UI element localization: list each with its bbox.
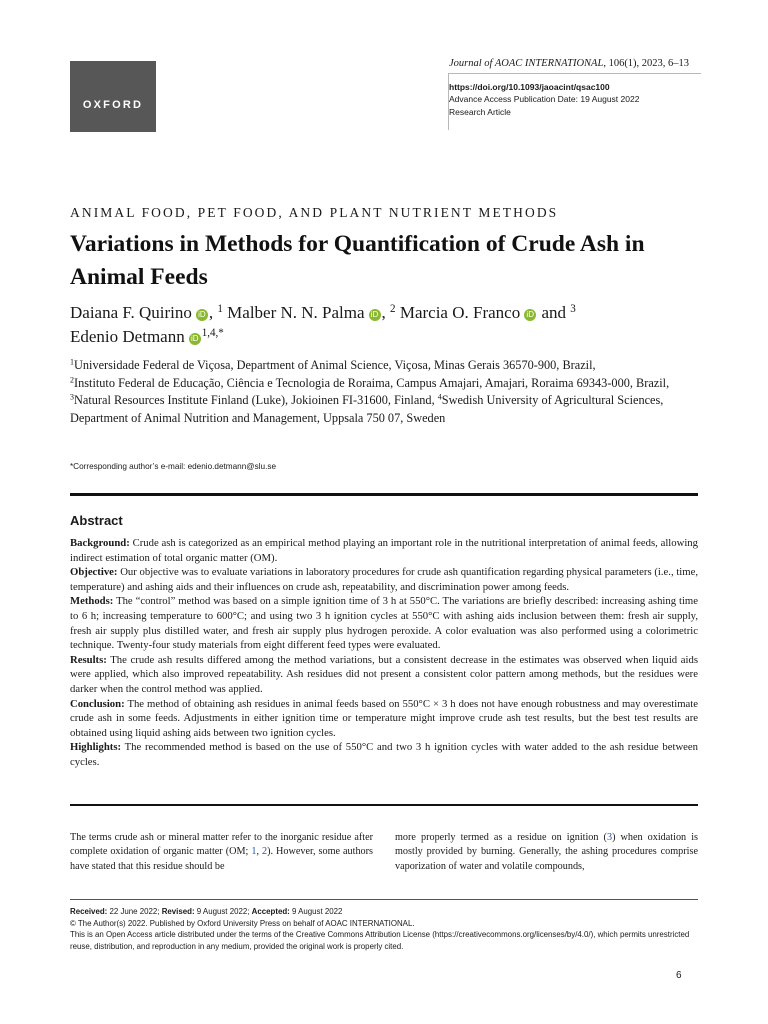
meta-divider	[449, 73, 701, 74]
journal-citation	[449, 58, 711, 71]
meta-vertical-divider	[448, 73, 449, 130]
abstract-objective: Objective: Our objective was to evaluate variations in laboratory procedures for crude ash quantification regarding physical parameters (i.e., time, temperature) and ashing aids and their influences on crude ash, repeatability, and discrimination power among feeds.	[70, 566, 698, 593]
oxford-logo	[70, 61, 156, 132]
history-dates: Received: 22 June 2022; Revised: 9 August 2022; Accepted: 9 August 2022	[70, 907, 343, 916]
author[interactable]: Daiana F. Quirino iD	[70, 303, 209, 322]
article-type: Research Article	[449, 106, 511, 117]
author-affiliation-mark: 1	[217, 302, 223, 315]
author-affiliation-mark: 1,4,*	[201, 326, 224, 339]
oxford-logo-text: OXFORD	[82, 98, 144, 111]
article-title: Variations in Methods for Quantification of Crude Ash in Animal Feeds	[70, 231, 645, 290]
author[interactable]: Malber N. N. Palma iD	[227, 303, 381, 322]
abstract-methods: Methods: The “control” method was based on a simple ignition time of 3 h at 550°C. The variations are briefly described: increasing ashing time to 6 h; increasing temperature to 600°C; and using two 3 h ignition cycles at 550°C with ashing aids inclusion between them: fresh air supply, fresh air supply plus distilled water, and fresh air supply plus hydrogen peroxide. A color evaluation was also performed using a colorimetric technique. Twenty-four study materials from eight different feed types were evaluated.	[70, 595, 698, 652]
reference-link[interactable]: 3	[606, 832, 613, 843]
abstract-heading: Abstract	[70, 513, 123, 528]
abstract-results: Results: The crude ash results differed among the method variations, but a consistent decrease in the estimates was observed when liquid aids were applied, which also improved repeatability. Ash residues did not present a consistent color pattern among methods, but the residues were darker when the control method was applied.	[70, 653, 698, 695]
body-column-right: more properly termed as a residue on ignition (3) when oxidation is mostly provided by burning. Generally, the ashing procedures comprise vaporization of water and volatile compounds,	[395, 832, 698, 872]
section-heading: ANIMAL FOOD, PET FOOD, AND PLANT NUTRIENT METHODS	[70, 205, 559, 220]
abstract-background: Background: Crude ash is categorized as an empirical method playing an important role in the nutritional interpretation of animal feeds, allowing indirect estimation of total organic matter (OM).	[70, 537, 698, 564]
abstract-conclusion: Conclusion: The method of obtaining ash residues in animal feeds based on 550°C × 3 h does not have enough robustness and may overestimate crude ash in some feeds. Adjustments in either ignition time or temperature might improve crude ash test results, but the best test results are obtained using liquid ashing aids between two ignition cycles.	[70, 697, 698, 739]
affiliation: Swedish University of Agricultural Sciences, Department of Animal Nutrition and Management, Uppsala 750 07, Sweden	[70, 393, 664, 425]
license-notice: This is an Open Access article distributed under the terms of the Creative Commons Attribution License (https://creativecommons.org/licenses/by/4.0/), which permits unrestricted reuse, distribution, and reproduction in any medium, provided the original work is properly cited.	[70, 930, 690, 951]
author-list: Daiana F. Quirino iD , $^1$ Malber N. N. Palma iD , $^2$ Marcia O. Franco iD and $^3$ Edenio Detmann iD $^{1,4,*}$	[70, 302, 576, 346]
body-column-left: The terms crude ash or mineral matter refer to the inorganic residue after complete oxidation of organic matter (OM; 1, 2). However, some authors have stated that this residue should be	[70, 832, 374, 872]
author-affiliation-mark: 2	[390, 302, 396, 315]
affiliation: Instituto Federal de Educação, Ciência e Tecnologia de Roraima, Campus Amajari, Amajari, Roraima 69343-000, Brazil,	[74, 375, 670, 390]
footer-rule	[70, 899, 698, 900]
author[interactable]: Edenio Detmann iD	[70, 327, 202, 346]
copyright-notice: © The Author(s) 2022. Published by Oxford University Press on behalf of AOAC INTERNATIONAL.	[70, 918, 415, 928]
journal-volume: , 106(1), 2023, 6–13	[603, 58, 690, 69]
doi-link[interactable]: https://doi.org/10.1093/jaoacint/qsac100	[449, 81, 610, 92]
author-affiliation-mark: 3	[570, 302, 576, 315]
journal-meta	[449, 58, 711, 118]
abstract-body	[70, 536, 698, 770]
article-footer	[70, 906, 710, 952]
advance-access-date: Advance Access Publication Date: 19 August 2022	[449, 94, 640, 104]
corresponding-author: *Corresponding author’s e-mail: edenio.detmann@slu.se	[70, 462, 276, 471]
orcid-icon[interactable]: iD	[524, 309, 536, 321]
reference-link[interactable]: 1	[251, 846, 257, 858]
abstract-top-rule	[70, 493, 698, 496]
author[interactable]: Marcia O. Franco iD	[400, 303, 537, 322]
reference-link[interactable]: 2	[262, 846, 268, 858]
abstract-highlights: Highlights: The recommended method is based on the use of 550°C and two 3 h ignition cycles with water added to the ash residue between cycles.	[70, 741, 698, 768]
abstract-bottom-rule	[70, 804, 698, 806]
orcid-icon[interactable]: iD	[196, 309, 208, 321]
affiliation: Universidade Federal de Viçosa, Department of Animal Science, Viçosa, Minas Gerais 36570-900, Brazil,	[74, 358, 596, 372]
page-number: 6	[676, 970, 682, 981]
journal-name: Journal of AOAC INTERNATIONAL	[449, 58, 604, 69]
affiliations: $^1$Universidade Federal de Viçosa, Department of Animal Science, Viçosa, Minas Gerais 36570-900, Brazil, $^2$Instituto Federal de Educação, Ciência e Tecnologia de Roraima, Campus Amajari, Amajari, Roraima 69343-000, Brazil, $^3$Natural Resources Institute Finland (Luke), Jokioinen FI-31600, Finland, $^4$Swedish University of Agricultural Sciences, Department of Animal Nutrition and Management, Uppsala 750 07, Sweden	[70, 357, 670, 425]
orcid-icon[interactable]: iD	[189, 333, 201, 345]
orcid-icon[interactable]: iD	[369, 309, 381, 321]
affiliation: Natural Resources Institute Finland (Luke), Jokioinen FI-31600, Finland,	[74, 393, 438, 407]
